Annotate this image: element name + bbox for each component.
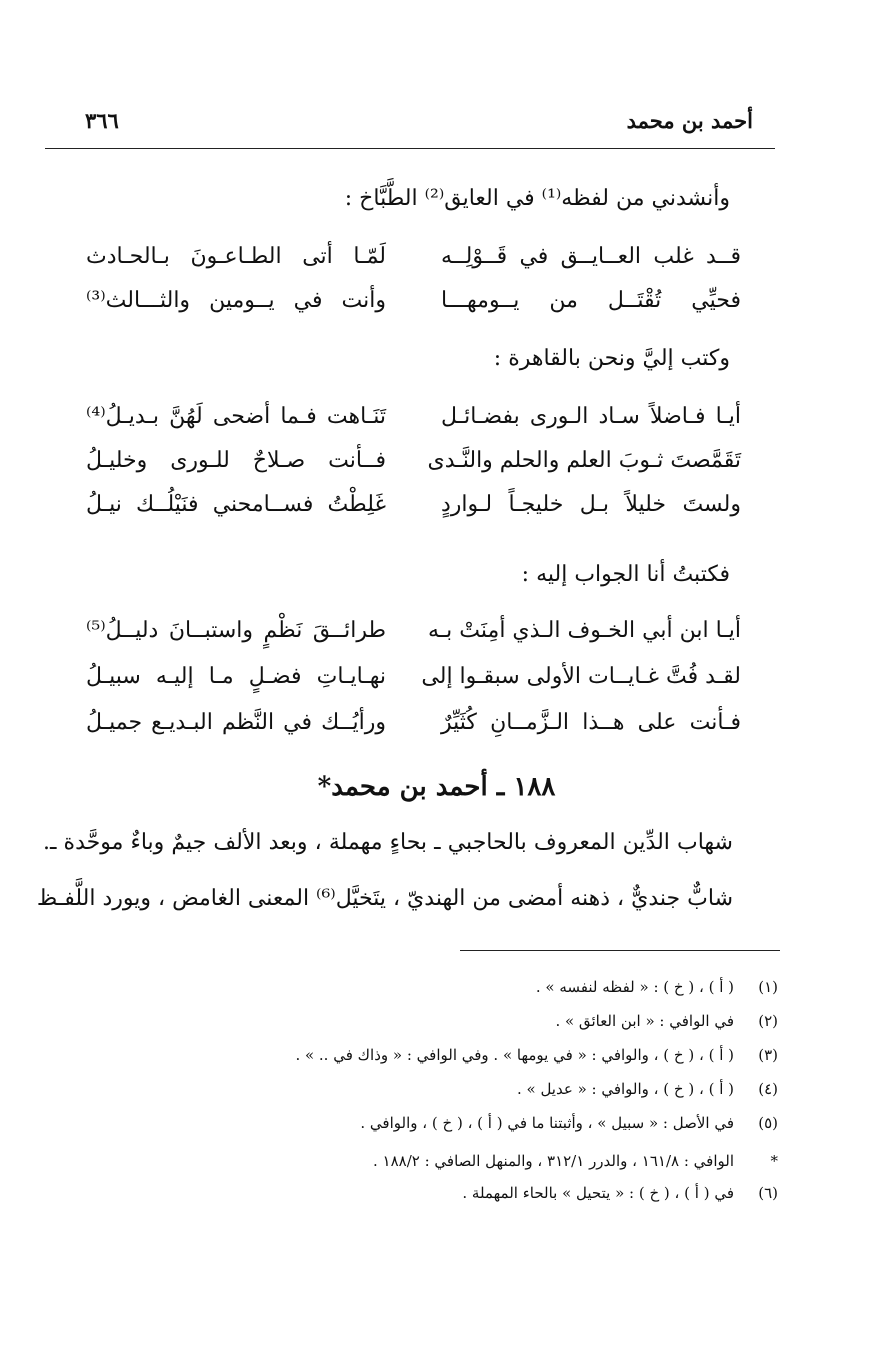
poem2-verse1-first: أيـا فـاضلاً سـاد الـورى بفضـائـل [441,404,741,429]
poem2-verse1-second: تَنَـاهت فـما أضحى لَهُنَّ بـديـلُ⁽⁴⁾ [86,404,386,429]
footnote-text: ( أ ) ، ( خ ) ، والوافي : « عديل » . [516,1080,734,1098]
footnote-text: ( أ ) ، ( خ ) ، والوافي : « في يومها » . وفي الوافي : « وذاك في .. » . [295,1046,734,1064]
poem2-verse2-second: فــأنت صـلاحٌ للـورى وخليـلُ [86,448,386,473]
footnote-text: في ( أ ) ، ( خ ) : « يتحيل » بالحاء المهملة . [462,1184,734,1202]
poem3-verse2-first: لقـد فُتَّ غـايــات الأولى سبقـوا إلى [421,664,741,689]
entry-title: ١٨٨ ـ أحمد بن محمد* [317,772,556,802]
poem1-verse2-second: وأنت في يــومين والثـــالث⁽³⁾ [86,288,386,313]
poem3-verse1-second: طرائــقَ نَظْمٍ واستبــانَ دليــلُ⁽⁵⁾ [86,618,386,643]
footnote-text: في الوافي : « ابن العائق » . [555,1012,734,1030]
intro-line-2: وكتب إليَّ ونحن بالقاهرة : [493,346,730,371]
footnote-rule [460,950,780,951]
poem3-verse1-first: أيـا ابن أبي الخـوف الـذي أمِنَتْ بـه [427,618,741,643]
footnote-text: الوافي : ١٦١/٨ ، والدرر ٣١٢/١ ، والمنهل الصافي : ١٨٨/٢ . [373,1152,734,1170]
prose-line-2: شابٌّ جنديٌّ ، ذهنه أمضى من الهنديّ ، يتَخيَّل⁽⁶⁾ المعنى الغامض ، ويورد اللَّفـظ [36,886,733,911]
footnote-number: (٦) [758,1184,778,1202]
footnote-1 [218,978,778,1006]
poem2-verse3-first: ولستَ خليلاً بـل خليجـاً لـواردٍ [441,492,741,517]
intro-line-3: فكتبتُ أنا الجواب إليه : [521,562,730,587]
footnote-6 [218,1184,778,1212]
footnote-4 [218,1080,778,1108]
footnote-number: (١) [758,978,778,996]
footnote-text: في الأصل : « سبيل » ، وأثبتنا ما في ( أ ) ، ( خ ) ، والوافي . [360,1114,734,1132]
page-number: ٣٦٦ [85,108,119,133]
poem2-verse2-first: تَقَمَّصتَ ثـوبَ العلم والحلم والنَّـدى [427,448,741,473]
footnote-number: (٥) [758,1114,778,1132]
footnote-number: (٣) [758,1046,778,1064]
poem1-verse1-second: لَمّـا أتى الطـاعـونَ بـالحـادث [86,244,386,269]
page-header [45,108,753,142]
footnote-2 [218,1012,778,1040]
poem1-verse2-first: فحيِّي تُقْتَــل من يــومهـــا [441,288,741,313]
footnote-source [218,1152,778,1180]
running-title: أحمد بن محمد [626,108,753,133]
footnote-5 [218,1114,778,1142]
poem3-verse3-second: ورأيُــك في النَّظم البـديـع جميـلُ [86,710,386,735]
poem2-verse3-second: غَلِطْتُ فســامحني فنَيْلُــك نيـلُ [86,492,386,517]
header-rule [45,148,775,149]
footnote-number: * [770,1152,778,1170]
poem3-verse2-second: نهـايـاتِ فضـلٍ مـا إليـه سبيـلُ [86,664,386,689]
poem3-verse3-first: فـأنت على هــذا الـزَّمــانِ كُثَيِّرٌ [441,710,741,735]
footnote-3 [218,1046,778,1074]
footnote-text: ( أ ) ، ( خ ) : « لفظه لنفسه » . [535,978,734,996]
footnote-number: (٢) [758,1012,778,1030]
footnote-number: (٤) [758,1080,778,1098]
intro-line-1: وأنشدني من لفظه⁽¹⁾ في العايق⁽²⁾ الطَّبَّاخ : [344,186,730,211]
prose-line-1: شهاب الدِّين المعروف بالحاجبي ـ بحاءٍ مهملة ، وبعد الألف جيمٌ وباءٌ موحَّدة ـ. [43,830,733,855]
poem1-verse1-first: قــد غلب العــايــق في قَــوْلِــه [441,244,741,269]
